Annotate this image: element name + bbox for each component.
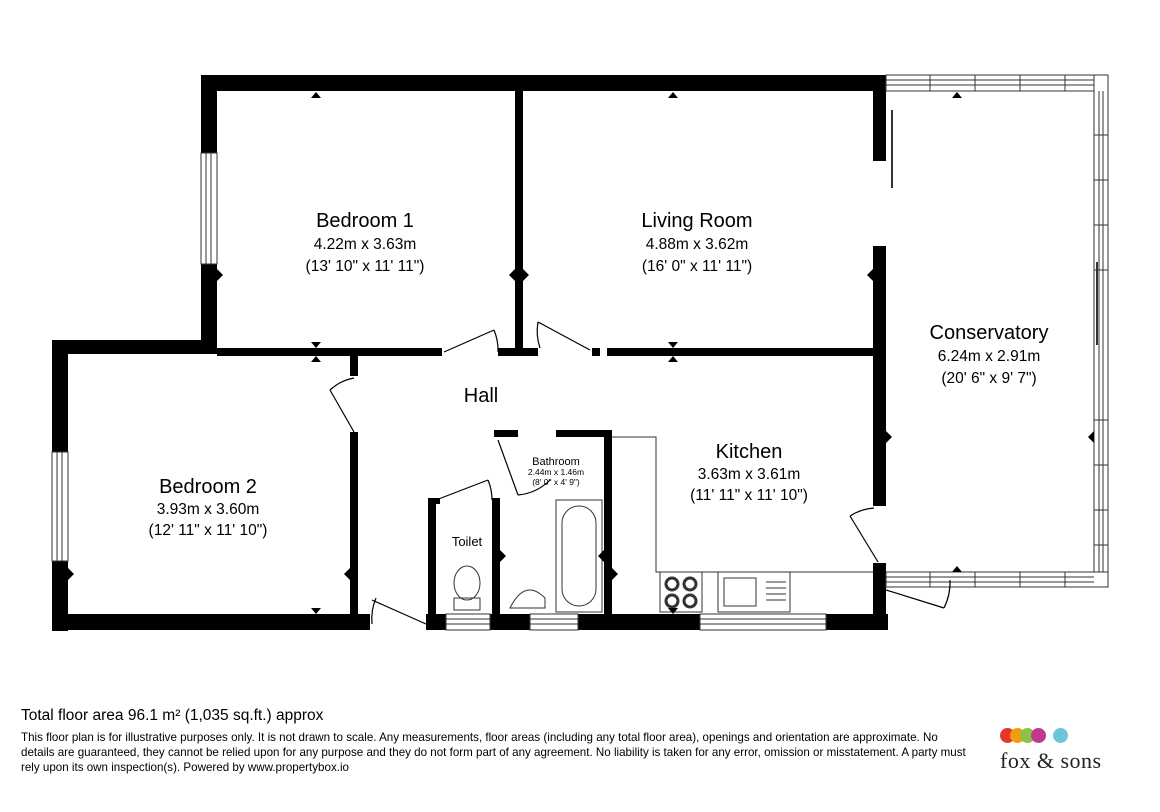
kitchen-metric: 3.63m x 3.61m: [697, 466, 801, 483]
total-floor-area: Total floor area 96.1 m² (1,035 sq.ft.) approx: [21, 707, 324, 724]
bathroom-name: Bathroom: [532, 456, 580, 468]
footer: [21, 707, 971, 775]
bedroom1-imperial: (13' 10" x 11' 11"): [305, 258, 425, 275]
fox-and-sons-logo: [1000, 728, 1120, 778]
logo-text: fox & sons: [1000, 748, 1102, 773]
bedroom2-imperial: (12' 11" x 11' 10"): [148, 522, 268, 539]
kitchen-outline: [451, 437, 873, 612]
bedroom2-metric: 3.93m x 3.60m: [156, 501, 260, 518]
bedroom1-name: Bedroom 1: [316, 210, 414, 232]
toilet-name: Toilet: [451, 534, 483, 549]
living-room-metric: 4.88m x 3.62m: [645, 236, 749, 253]
bedroom2-name: Bedroom 2: [159, 476, 257, 498]
bathroom-imperial: (8' 0" x 4' 9"): [532, 477, 580, 487]
kitchen-name: Kitchen: [715, 441, 783, 463]
kitchen-imperial: (11' 11" x 11' 10"): [690, 487, 808, 504]
room-labels: [149, 210, 1049, 549]
living-room-name: Living Room: [641, 210, 753, 232]
doors: [330, 322, 950, 624]
living-room-imperial: (16' 0" x 11' 11"): [641, 258, 753, 275]
disclaimer-text: This floor plan is for illustrative purposes only. It is not drawn to scale. Any measurements, floor areas (including any total floor area), openings and orientation are approximate. No details are guaranteed, they cannot be relied upon for any purpose and they do not form part of any agreement. No liability is taken for any error, omission or misstatement. A party must rely upon its own inspection(s). Powered by www.propertybox.io: [21, 731, 966, 774]
hall-name: Hall: [463, 385, 499, 407]
bedroom1-metric: 4.22m x 3.63m: [313, 236, 417, 253]
conservatory-imperial: (20' 6" x 9' 7"): [941, 370, 1037, 387]
conservatory-name: Conservatory: [929, 322, 1049, 344]
bathroom-metric: 2.44m x 1.46m: [527, 467, 585, 477]
conservatory-metric: 6.24m x 2.91m: [937, 348, 1041, 365]
logo-dot-5: [1053, 728, 1068, 743]
logo-dot-4: [1031, 728, 1046, 743]
